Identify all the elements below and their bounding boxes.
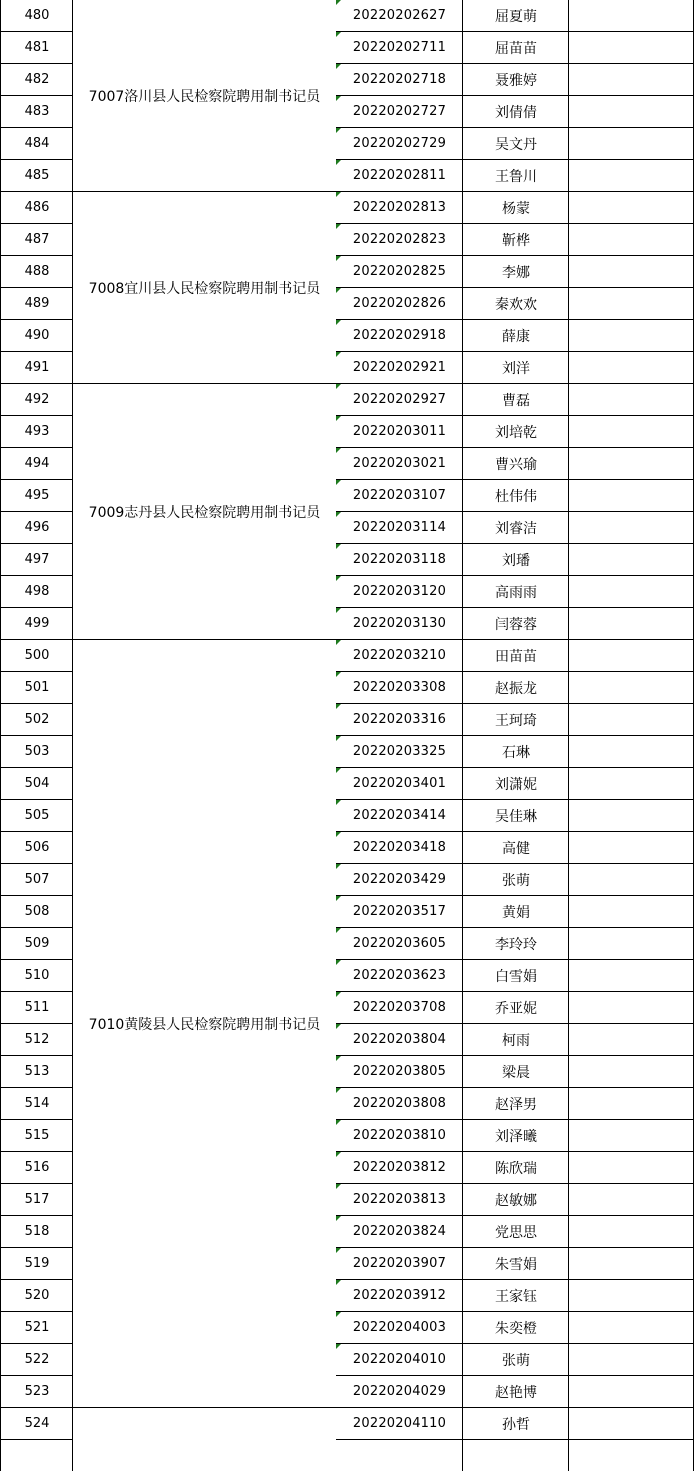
exam-id-text: 20220203429 [352,872,447,887]
exam-id-cell[interactable] [335,447,463,479]
candidate-name-cell[interactable]: 吴佳琳 [462,799,569,831]
candidate-name-cell[interactable]: 孙哲 [462,1407,569,1439]
exam-id-text: 20220202718 [352,72,447,87]
candidate-name-cell[interactable]: 秦欢欢 [462,287,569,319]
candidate-name-cell[interactable]: 王家钰 [462,1279,569,1311]
text-number-warning-icon [336,480,341,485]
row-number-cell[interactable]: 490 [0,319,73,351]
candidate-name-cell[interactable]: 赵振龙 [462,671,569,703]
text-number-warning-icon [336,1216,341,1221]
candidate-name-cell[interactable]: 石琳 [462,735,569,767]
candidate-name-cell[interactable]: 李娜 [462,255,569,287]
text-number-warning-icon [336,736,341,741]
exam-id-text: 20220203824 [352,1224,447,1239]
exam-id-cell[interactable] [335,1183,463,1215]
exam-id-text: 20220203401 [352,776,447,791]
row-number-cell[interactable]: 503 [0,735,73,767]
exam-id-cell[interactable] [335,543,463,575]
remarks-cell[interactable] [568,1055,694,1087]
row-number-cell[interactable]: 524 [0,1407,73,1439]
text-number-warning-icon [336,320,341,325]
text-number-warning-icon [336,704,341,709]
exam-id-cell[interactable] [335,1343,463,1375]
text-number-warning-icon [336,0,341,5]
exam-id-cell[interactable] [335,1087,463,1119]
remarks-cell[interactable] [568,1343,694,1375]
remarks-cell[interactable] [568,831,694,863]
exam-id-cell[interactable] [335,959,463,991]
exam-id-cell[interactable] [335,0,463,31]
exam-id-cell[interactable] [335,95,463,127]
row-number-cell[interactable]: 509 [0,927,73,959]
remarks-cell[interactable] [568,31,694,63]
text-number-warning-icon [336,800,341,805]
row-number-cell[interactable]: 480 [0,0,73,31]
exam-id-cell[interactable] [335,1119,463,1151]
exam-id-text: 20220202823 [352,232,447,247]
position-merged-cell[interactable] [72,383,336,639]
exam-id-text: 20220203120 [352,584,447,599]
exam-id-text: 20220203210 [352,648,447,663]
candidate-name-cell[interactable]: 吴文丹 [462,127,569,159]
candidate-name-cell[interactable]: 屈苗苗 [462,31,569,63]
exam-id-cell[interactable] [335,575,463,607]
candidate-name-cell[interactable]: 王鲁川 [462,159,569,191]
exam-id-text: 20220204029 [352,1384,447,1399]
text-number-warning-icon [336,672,341,677]
remarks-cell[interactable] [568,1247,694,1279]
candidate-name-cell[interactable]: 党思思 [462,1215,569,1247]
candidate-name-cell[interactable]: 赵敏娜 [462,1183,569,1215]
row-number-cell[interactable]: 511 [0,991,73,1023]
row-number-cell[interactable]: 515 [0,1119,73,1151]
remarks-cell[interactable] [568,1087,694,1119]
candidate-name-cell[interactable]: 刘睿洁 [462,511,569,543]
exam-id-text: 20220202813 [352,200,447,215]
exam-id-text: 20220202921 [352,360,447,375]
text-number-warning-icon [336,1120,341,1125]
remarks-cell[interactable] [568,1151,694,1183]
text-number-warning-icon [336,1088,341,1093]
text-number-warning-icon [336,352,341,357]
remarks-cell[interactable] [568,959,694,991]
row-number-cell[interactable]: 486 [0,191,73,223]
remarks-cell[interactable] [568,255,694,287]
candidate-name-cell[interactable]: 刘潇妮 [462,767,569,799]
exam-id-text: 20220203316 [352,712,447,727]
remarks-cell[interactable] [568,575,694,607]
exam-id-cell[interactable] [335,415,463,447]
exam-id-text: 20220202727 [352,104,447,119]
text-number-warning-icon [336,1024,341,1029]
remarks-cell[interactable] [568,0,694,31]
exam-id-text: 20220203021 [352,456,447,471]
row-number-cell[interactable]: 498 [0,575,73,607]
exam-id-text: 20220203804 [352,1032,447,1047]
row-number-cell[interactable]: 516 [0,1151,73,1183]
exam-id-cell[interactable] [335,639,463,671]
exam-id-text: 20220203907 [352,1256,447,1271]
exam-id-text: 20220203810 [352,1128,447,1143]
exam-id-cell[interactable] [335,863,463,895]
row-number-cell[interactable]: 491 [0,351,73,383]
row-number-cell[interactable]: 514 [0,1087,73,1119]
exam-id-cell[interactable] [335,191,463,223]
row-number-cell[interactable]: 507 [0,863,73,895]
position-label: 7009志丹县人民检察院聘用制书记员 [88,504,321,521]
position-label: 7010黄陵县人民检察院聘用制书记员 [88,1016,321,1033]
exam-id-cell[interactable] [335,127,463,159]
text-number-warning-icon [336,960,341,965]
candidate-name-cell[interactable]: 赵艳博 [462,1375,569,1407]
exam-id-cell[interactable] [335,831,463,863]
candidate-name-cell[interactable]: 刘培乾 [462,415,569,447]
candidate-name-cell[interactable]: 刘璠 [462,543,569,575]
remarks-cell[interactable] [568,863,694,895]
candidate-name-cell[interactable]: 梁晨 [462,1055,569,1087]
exam-id-cell[interactable] [335,63,463,95]
exam-id-text: 20220203805 [352,1064,447,1079]
exam-id-cell[interactable] [335,927,463,959]
remarks-cell[interactable] [568,479,694,511]
row-number-cell[interactable]: 483 [0,95,73,127]
row-number-cell[interactable]: 482 [0,63,73,95]
exam-id-text: 20220203118 [352,552,447,567]
candidate-name-cell[interactable]: 高雨雨 [462,575,569,607]
row-number-cell[interactable]: 522 [0,1343,73,1375]
row-number-cell[interactable]: 523 [0,1375,73,1407]
exam-id-text: 20220203708 [352,1000,447,1015]
row-number-cell[interactable]: 506 [0,831,73,863]
exam-id-text: 20220203325 [352,744,447,759]
text-number-warning-icon [336,992,341,997]
remarks-cell[interactable] [568,1407,694,1439]
text-number-warning-icon [336,64,341,69]
text-number-warning-icon [336,128,341,133]
exam-id-text: 20220202927 [352,392,447,407]
remarks-cell[interactable] [568,735,694,767]
remarks-cell[interactable] [568,511,694,543]
text-number-warning-icon [336,512,341,517]
row-number-cell[interactable]: 487 [0,223,73,255]
exam-id-cell[interactable] [335,1023,463,1055]
exam-id-text: 20220203308 [352,680,447,695]
exam-id-cell[interactable] [335,319,463,351]
exam-id-cell[interactable] [335,895,463,927]
row-number-cell[interactable]: 518 [0,1215,73,1247]
candidate-name-cell[interactable]: 屈夏萌 [462,0,569,31]
exam-id-text: 20220203107 [352,488,447,503]
exam-id-cell[interactable] [335,511,463,543]
candidate-name-cell[interactable]: 闫蓉蓉 [462,607,569,639]
exam-id-text: 20220203130 [352,616,447,631]
exam-id-text: 20220204010 [352,1352,447,1367]
candidate-name-cell[interactable]: 柯雨 [462,1023,569,1055]
text-number-warning-icon [336,832,341,837]
row-number-cell[interactable]: 499 [0,607,73,639]
row-number-cell[interactable]: 521 [0,1311,73,1343]
exam-id-text: 20220202627 [352,8,447,23]
exam-id-text: 20220202811 [352,168,447,183]
candidate-name-cell[interactable]: 张萌 [462,1343,569,1375]
exam-id-cell[interactable] [335,1247,463,1279]
remarks-cell[interactable] [568,127,694,159]
position-label: 7008宜川县人民检察院聘用制书记员 [88,280,321,297]
candidate-name-cell[interactable]: 杨蒙 [462,191,569,223]
exam-id-cell[interactable] [335,31,463,63]
candidate-name-cell[interactable]: 李玲玲 [462,927,569,959]
remarks-cell[interactable] [568,767,694,799]
remarks-cell[interactable] [568,1279,694,1311]
exam-id-cell[interactable] [335,799,463,831]
text-number-warning-icon [336,1184,341,1189]
exam-id-cell[interactable] [335,1055,463,1087]
text-number-warning-icon [336,1152,341,1157]
candidate-name-cell[interactable]: 刘洋 [462,351,569,383]
position-label: 7007洛川县人民检察院聘用制书记员 [88,88,321,105]
text-number-warning-icon [336,384,341,389]
exam-id-text: 20220203808 [352,1096,447,1111]
exam-id-cell[interactable] [335,383,463,415]
remarks-cell[interactable] [568,639,694,671]
candidate-name-cell[interactable]: 刘倩倩 [462,95,569,127]
candidate-name-cell[interactable]: 杜伟伟 [462,479,569,511]
remarks-cell[interactable] [568,287,694,319]
row-number-cell[interactable]: 508 [0,895,73,927]
position-merged-cell[interactable] [72,639,336,1407]
row-number-cell[interactable]: 484 [0,127,73,159]
exam-id-cell[interactable] [335,159,463,191]
text-number-warning-icon [336,640,341,645]
candidate-name-cell[interactable]: 朱雪娟 [462,1247,569,1279]
exam-id-text: 20220203912 [352,1288,447,1303]
row-number-cell[interactable]: 488 [0,255,73,287]
exam-id-text: 20220203623 [352,968,447,983]
row-number-cell[interactable]: 481 [0,31,73,63]
candidate-name-cell[interactable]: 张萌 [462,863,569,895]
text-number-warning-icon [336,864,341,869]
exam-id-text: 20220203114 [352,520,447,535]
remarks-cell[interactable] [568,1119,694,1151]
text-number-warning-icon [336,256,341,261]
text-number-warning-icon [336,1248,341,1253]
position-merged-cell[interactable] [72,0,336,191]
candidate-name-cell[interactable]: 赵泽男 [462,1087,569,1119]
remarks-cell[interactable] [568,1311,694,1343]
remarks-cell[interactable] [568,319,694,351]
exam-id-cell[interactable] [335,1215,463,1247]
text-number-warning-icon [336,928,341,933]
remarks-cell[interactable] [568,223,694,255]
row-number-cell[interactable]: 517 [0,1183,73,1215]
position-merged-cell[interactable] [72,1407,336,1471]
row-number-cell[interactable]: 485 [0,159,73,191]
text-number-warning-icon [336,1312,341,1317]
text-number-warning-icon [336,288,341,293]
text-number-warning-icon [336,96,341,101]
text-number-warning-icon [336,544,341,549]
exam-id-cell[interactable] [335,991,463,1023]
remarks-cell[interactable] [568,895,694,927]
exam-id-text: 20220203418 [352,840,447,855]
candidate-name-cell[interactable]: 陈欣瑞 [462,1151,569,1183]
exam-id-text: 20220203517 [352,904,447,919]
remarks-cell[interactable] [568,191,694,223]
row-number-cell[interactable]: 501 [0,671,73,703]
exam-id-text: 20220203813 [352,1192,447,1207]
text-number-warning-icon [336,32,341,37]
text-number-warning-icon [336,1280,341,1285]
text-number-warning-icon [336,576,341,581]
candidate-name-cell[interactable]: 王珂琦 [462,703,569,735]
text-number-warning-icon [336,1056,341,1061]
remarks-cell[interactable] [568,1215,694,1247]
text-number-warning-icon [336,896,341,901]
exam-id-cell[interactable] [335,351,463,383]
exam-id-cell[interactable] [335,287,463,319]
remarks-cell[interactable] [568,159,694,191]
remarks-cell[interactable] [568,927,694,959]
remarks-cell[interactable] [568,1375,694,1407]
exam-id-cell[interactable] [335,1311,463,1343]
exam-id-cell[interactable] [335,479,463,511]
exam-id-text: 20220202711 [352,40,447,55]
exam-id-cell[interactable] [335,223,463,255]
exam-id-text: 20220202826 [352,296,447,311]
exam-id-text: 20220204003 [352,1320,447,1335]
position-merged-cell[interactable] [72,191,336,383]
candidate-name-cell[interactable]: 白雪娟 [462,959,569,991]
row-number-cell[interactable]: 492 [0,383,73,415]
exam-id-text: 20220204110 [352,1416,447,1431]
exam-id-text: 20220203605 [352,936,447,951]
remarks-cell[interactable] [568,383,694,415]
exam-id-cell[interactable] [335,671,463,703]
row-number-cell[interactable]: 504 [0,767,73,799]
row-number-cell[interactable]: 494 [0,447,73,479]
remarks-cell[interactable] [568,543,694,575]
exam-id-cell[interactable] [335,607,463,639]
row-number-cell[interactable]: 513 [0,1055,73,1087]
row-number-cell[interactable]: 500 [0,639,73,671]
exam-id-cell[interactable] [335,767,463,799]
remarks-cell[interactable] [568,351,694,383]
exam-id-text: 20220202825 [352,264,447,279]
remarks-cell[interactable] [568,991,694,1023]
remarks-cell[interactable] [568,415,694,447]
exam-id-text: 20220202918 [352,328,447,343]
exam-id-cell[interactable] [335,1151,463,1183]
row-number-cell[interactable]: 502 [0,703,73,735]
text-number-warning-icon [336,416,341,421]
exam-id-text: 20220203812 [352,1160,447,1175]
candidate-name-cell[interactable]: 聂雅婷 [462,63,569,95]
row-number-cell[interactable]: 496 [0,511,73,543]
exam-id-text: 20220203011 [352,424,447,439]
candidate-name-cell[interactable]: 刘泽曦 [462,1119,569,1151]
remarks-cell[interactable] [568,703,694,735]
remarks-cell[interactable] [568,63,694,95]
text-number-warning-icon [336,448,341,453]
row-number-cell[interactable]: 489 [0,287,73,319]
exam-id-cell[interactable] [335,703,463,735]
exam-id-text: 20220202729 [352,136,447,151]
candidate-name-cell[interactable]: 薛康 [462,319,569,351]
candidate-name-cell[interactable]: 田苗苗 [462,639,569,671]
text-number-warning-icon [336,160,341,165]
remarks-cell[interactable] [568,799,694,831]
candidate-name-cell[interactable]: 高健 [462,831,569,863]
row-number-cell[interactable]: 505 [0,799,73,831]
exam-id-cell[interactable] [335,255,463,287]
text-number-warning-icon [336,608,341,613]
exam-id-cell[interactable] [335,1407,463,1439]
text-number-warning-icon [336,224,341,229]
remarks-cell[interactable] [568,1183,694,1215]
exam-id-cell[interactable] [335,1279,463,1311]
candidate-name-cell[interactable]: 靳桦 [462,223,569,255]
remarks-cell[interactable] [568,1023,694,1055]
remarks-cell[interactable] [568,447,694,479]
exam-id-cell[interactable] [335,1375,463,1407]
candidate-name-cell[interactable]: 曹兴瑜 [462,447,569,479]
row-number-cell[interactable]: 510 [0,959,73,991]
candidate-name-cell[interactable]: 乔亚妮 [462,991,569,1023]
row-number-cell[interactable]: 497 [0,543,73,575]
candidate-name-cell[interactable]: 曹磊 [462,383,569,415]
exam-id-text: 20220203414 [352,808,447,823]
row-number-cell[interactable]: 519 [0,1247,73,1279]
text-number-warning-icon [336,768,341,773]
candidate-name-cell[interactable]: 黄娟 [462,895,569,927]
row-number-cell[interactable]: 493 [0,415,73,447]
remarks-cell[interactable] [568,671,694,703]
remarks-cell[interactable] [568,95,694,127]
exam-id-cell[interactable] [335,735,463,767]
text-number-warning-icon [336,1344,341,1349]
remarks-cell[interactable] [568,607,694,639]
row-number-cell[interactable]: 512 [0,1023,73,1055]
candidate-name-cell[interactable]: 朱奕橙 [462,1311,569,1343]
row-number-cell[interactable]: 520 [0,1279,73,1311]
row-number-cell[interactable]: 495 [0,479,73,511]
text-number-warning-icon [336,192,341,197]
